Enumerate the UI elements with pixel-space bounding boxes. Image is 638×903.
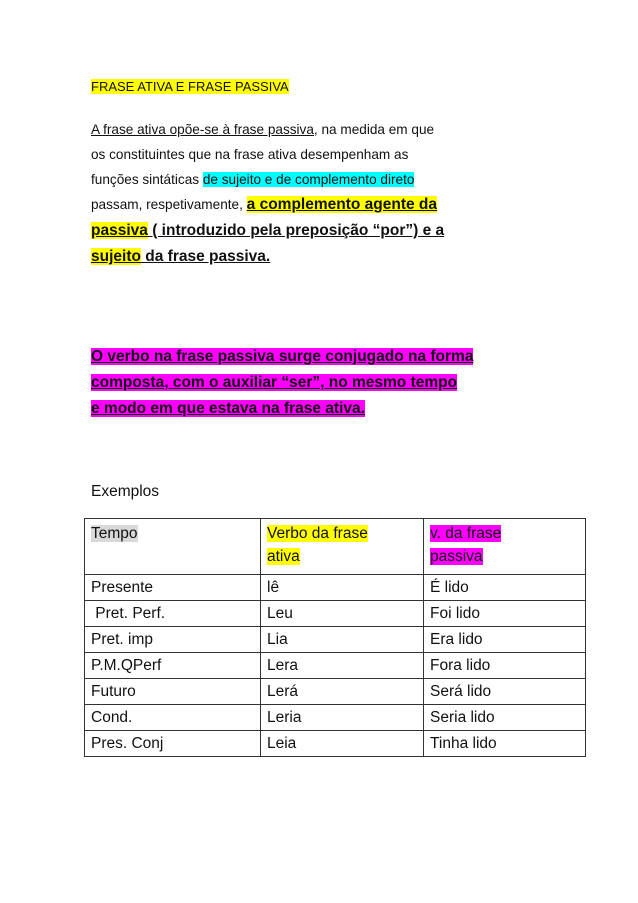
table-cell: Tinha lido (424, 731, 586, 757)
table-cell: Leria (261, 705, 424, 731)
table-row (85, 679, 586, 705)
table-row (85, 627, 586, 653)
header-text: ativa (267, 548, 300, 565)
table-cell: Foi lido (424, 601, 586, 627)
table-cell: Cond. (85, 705, 261, 731)
table-cell: Seria lido (424, 705, 586, 731)
text: passam, respetivamente, (91, 197, 247, 212)
highlighted-text: a complemento agente da (246, 196, 438, 213)
header-text: Tempo (91, 525, 138, 542)
table-cell: lê (261, 575, 424, 601)
table-row (85, 653, 586, 679)
paragraph-line (91, 244, 551, 270)
table-cell: Lia (261, 627, 424, 653)
table-cell: Leia (261, 731, 424, 757)
text: , na medida em que (313, 122, 435, 137)
table-cell: Fora lido (424, 653, 586, 679)
paragraph-line (91, 192, 551, 218)
table-cell: Presente (85, 575, 261, 601)
table-row (85, 731, 586, 757)
examples-heading: Exemplos (91, 483, 160, 500)
underlined-text: da frase passiva. (140, 248, 271, 265)
table-row (85, 575, 586, 601)
highlighted-text: composta, com o auxiliar “ser”, no mesmo tempo (91, 374, 458, 391)
paragraph-line (91, 117, 551, 142)
table-cell: Lera (261, 653, 424, 679)
highlighted-text: O verbo na frase passiva surge conjugado na forma (91, 348, 474, 365)
table-cell: Será lido (424, 679, 586, 705)
header-text: v. da frase (430, 525, 502, 542)
paragraph-definition (91, 117, 551, 270)
table-cell: Era lido (424, 627, 586, 653)
header-cell (261, 519, 424, 575)
table-cell: Futuro (85, 679, 261, 705)
table-cell: É lido (424, 575, 586, 601)
header-cell (424, 519, 586, 575)
paragraph-line (91, 142, 551, 167)
underlined-text: ( introduzido pela preposição “por”) e a (147, 222, 445, 239)
header-text: Verbo da frase (267, 525, 368, 542)
paragraph-line (91, 218, 551, 244)
paragraph-line (91, 396, 473, 422)
table-cell: Pret. Perf. (85, 601, 261, 627)
text: os constituintes que na frase ativa desempenham as (91, 147, 409, 162)
table-cell: Lerá (261, 679, 424, 705)
table-cell: P.M.QPerf (85, 653, 261, 679)
highlighted-text: e modo em que estava na frase ativa. (91, 400, 365, 417)
underlined-text: A frase ativa opõe-se à frase passiva (91, 122, 314, 137)
highlighted-text: passiva (91, 222, 148, 239)
paragraph-line (91, 167, 551, 192)
table-cell: Pres. Conj (85, 731, 261, 757)
header-cell (85, 519, 261, 575)
paragraph-line (91, 344, 473, 370)
highlighted-text: sujeito (91, 248, 141, 265)
paragraph-verb-rule (91, 344, 473, 422)
table-cell: Pret. imp (85, 627, 261, 653)
title-text: FRASE ATIVA E FRASE PASSIVA (91, 79, 289, 94)
table-header-row (85, 519, 586, 575)
table-row (85, 705, 586, 731)
highlighted-text: de sujeito e de complemento direto (202, 172, 415, 187)
table-cell: Leu (261, 601, 424, 627)
header-text: passiva (430, 548, 483, 565)
text: funções sintáticas (91, 172, 203, 187)
examples-table (84, 518, 586, 757)
paragraph-line (91, 370, 473, 396)
table-row (85, 601, 586, 627)
page-title (91, 78, 289, 96)
